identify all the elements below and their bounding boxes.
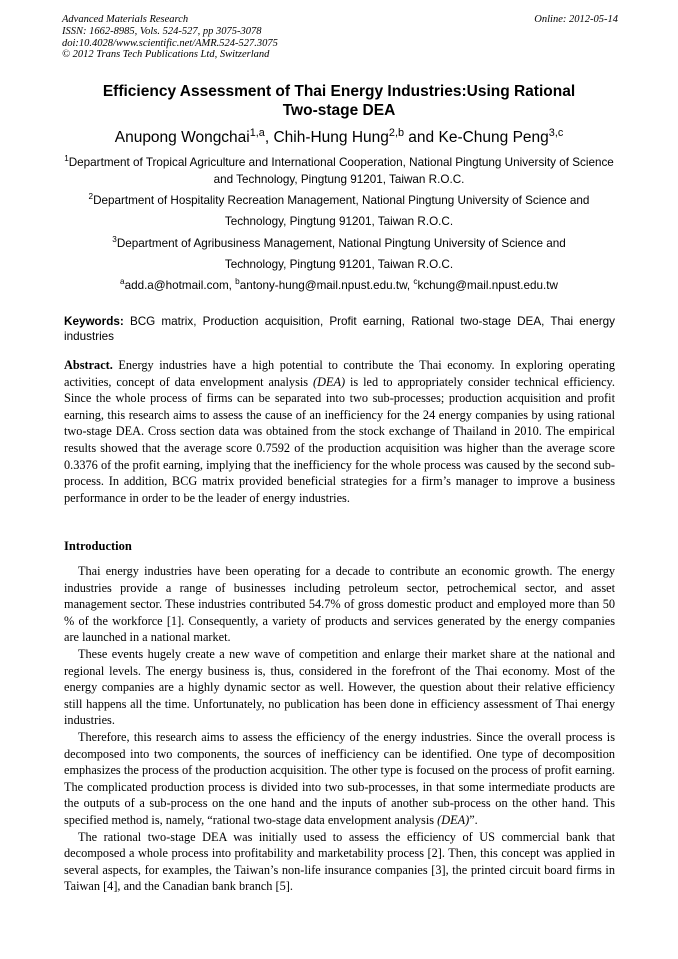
paragraph-text: Therefore, this research aims to assess the efficiency of the energy industries. Since the overall process is decomposed into two components, the sources of inefficiency can be identified. One type of decomposition emphasizes the process of the production acquisition. The other type is focused on the process of profit earning. The complicated production process is divided into two sub-processes, in that some intermediate products are the outputs of a sub-process on the one hand and the inputs of another sub-process on the other hand. This specified method is, namely, “rational two-stage data envelopment analysis (64, 729, 615, 827)
email-address: kchung@mail.npust.edu.tw (417, 279, 558, 292)
author-superscript: 3,c (548, 126, 564, 139)
email-list (62, 277, 616, 294)
affiliation-text: Department of Agribusiness Management, National Pingtung University of Science and Technology, Pingtung 91201, Taiwan R.O.C. (116, 237, 566, 271)
issn-line: ISSN: 1662-8985, Vols. 524-527, pp 3075-3078 (62, 25, 262, 37)
author-name: Chih-Hung Hung (273, 129, 389, 146)
paragraph: These events hugely create a new wave of competition and enlarge their market share at the national and regional levels. The energy business is, thus, considered in the forefront of the Thai economy. Most of the energy companies are a highly dynamic sector as well. However, the question about their relative efficiency still happens all the time. Unfortunately, no publication has been done in efficiency assessment of Thai energy industries. (64, 646, 615, 728)
paragraph: Thai energy industries have been operating for a decade to contribute an economic growth. The energy industries provide a range of businesses including petroleum sector, petrochemical sector, and asset management sector. These industries contributed 54.7% of gross domestic product and employed more than 50 % of the workforce [1]. Consequently, a variety of products and services generated by the energy companies are launched in a national market. (64, 564, 615, 645)
paper-title (62, 82, 616, 120)
dea-term: (DEA) (437, 812, 470, 827)
affiliation-2 (62, 190, 616, 232)
email-superscript: a (120, 277, 125, 287)
affiliation-1 (62, 154, 616, 188)
author-name: Ke-Chung Peng (438, 129, 549, 146)
section-heading-introduction: Introduction (64, 539, 132, 553)
abstract-text: Energy industries have a high potential to contribute the Thai economy. In exploring operating activities, concept of data envelopment analysis (64, 358, 615, 389)
author-separator: , (264, 129, 274, 146)
email-superscript: c (413, 277, 418, 287)
abstract (64, 357, 615, 506)
keywords-label: Keywords: (64, 315, 124, 328)
journal-name: Advanced Materials Research (62, 14, 189, 25)
email-superscript: b (235, 277, 240, 287)
author-name: Anupong Wongchai (114, 129, 250, 146)
journal-header (62, 14, 618, 61)
affiliation-number: 2 (88, 192, 94, 202)
author-superscript: 2,b (388, 126, 404, 139)
email-address: antony-hung@mail.npust.edu.tw, (239, 279, 414, 292)
online-date: Online: 2012-05-14 (534, 14, 618, 25)
keywords-text: BCG matrix, Production acquisition, Profit earning, Rational two-stage DEA, Thai energy industries (64, 315, 615, 343)
affiliation-text: Department of Hospitality Recreation Management, National Pingtung University of Science and Technology, Pingtung 91201, Taiwan R.O.C. (93, 194, 590, 228)
author-list (62, 128, 616, 148)
affiliation-3 (62, 233, 616, 275)
doi-line: doi:10.4028/www.scientific.net/AMR.524-527.3075 (62, 37, 278, 49)
title-line-2: Two-stage DEA (282, 102, 396, 119)
affiliation-number: 1 (64, 154, 69, 164)
abstract-text: is led to appropriately consider technical efficiency. Since the whole process of firms can be separated into two sub-processes; production acquisition and profit earning, this research aims to assess the cause of an inefficiency for the 24 energy companies by using rational two-stage DEA. Cross section data was obtained from the stock exchange of Thailand in 2010. The empirical results showed that the average score 0.7592 of the production acquisition was higher than the average score 0.3376 of the profit earning, implying that the inefficiency for the whole process was caused by the second sub-process. In addition, BCG matrix provided beneficial strategies for a firm’s manager to improve a business performance in order to be the leader of energy industries. (64, 374, 615, 505)
keywords (64, 314, 615, 344)
affiliation-text: Department of Tropical Agriculture and International Cooperation, National Pingtung University of Science and Technology, Pingtung 91201, Taiwan R.O.C. (68, 156, 614, 186)
abstract-label: Abstract. (64, 358, 113, 372)
paragraph: The rational two-stage DEA was initially used to assess the efficiency of US commercial bank that decomposed a whole process into profitability and marketability process [2]. Then, this concept was applied in several aspects, for examples, the Taiwan’s non-life insurance companies [3], the printed circuit board firms in Taiwan [4], and the Canadian bank branch [5]. (64, 829, 615, 894)
introduction-body (64, 563, 615, 895)
title-line-1: Efficiency Assessment of Thai Energy Industries:Using Rational (102, 83, 576, 100)
author-separator: and (404, 129, 439, 146)
paragraph (64, 729, 615, 829)
copyright-line: © 2012 Trans Tech Publications Ltd, Switzerland (62, 49, 270, 61)
author-superscript: 1,a (249, 126, 265, 139)
affiliation-number: 3 (112, 235, 117, 245)
paragraph-text: ”. (469, 812, 478, 827)
abstract-dea-term: (DEA) (312, 374, 346, 389)
email-address: add.a@hotmail.com, (124, 279, 236, 292)
